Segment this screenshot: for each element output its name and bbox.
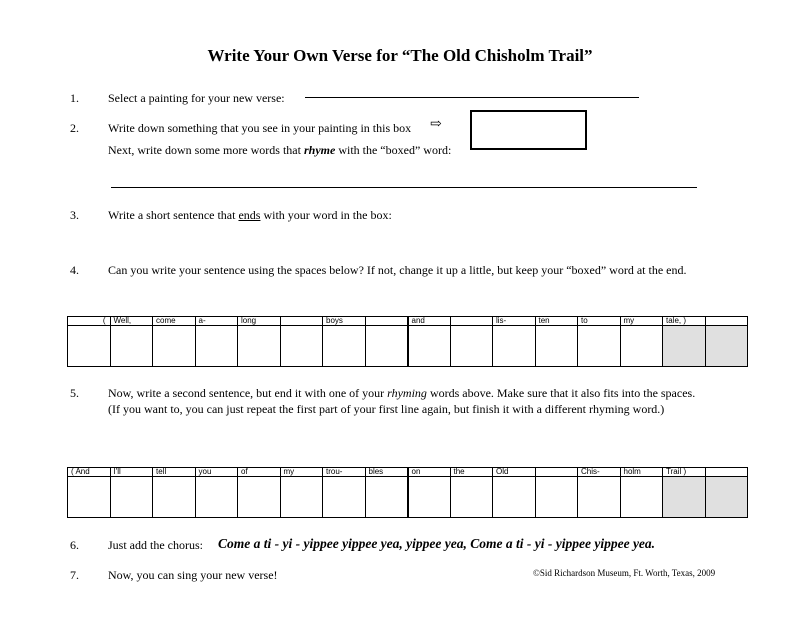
writing-cell[interactable] <box>153 477 196 518</box>
grid-cell: of <box>238 468 281 477</box>
step-2-subtext: Next, write down some more words that rhyme with the “boxed” word: <box>108 143 452 157</box>
writing-cell[interactable] <box>238 477 281 518</box>
grid-cell: to <box>578 317 621 326</box>
writing-cell[interactable] <box>408 477 451 518</box>
step-1-number: 1. <box>70 91 79 105</box>
step-3-number: 3. <box>70 208 79 222</box>
grid-cell: come <box>153 317 196 326</box>
grid-cell: on <box>408 468 451 477</box>
writing-cell[interactable] <box>238 326 281 367</box>
grid-cell <box>705 468 748 477</box>
grid-cell: the <box>450 468 493 477</box>
verse-grid-1-writing-row <box>68 326 748 367</box>
grid-cell: Chis- <box>578 468 621 477</box>
writing-cell[interactable] <box>153 326 196 367</box>
grid-cell <box>705 317 748 326</box>
grid-cell: tale, ) <box>663 317 706 326</box>
writing-cell[interactable] <box>280 477 323 518</box>
shaded-cell <box>705 326 748 367</box>
writing-cell[interactable] <box>280 326 323 367</box>
step-4-number: 4. <box>70 263 79 277</box>
writing-cell[interactable] <box>323 326 366 367</box>
grid-cell: trou- <box>323 468 366 477</box>
grid-cell: lis- <box>493 317 536 326</box>
grid-cell: ( <box>68 317 111 326</box>
page-title: Write Your Own Verse for “The Old Chisholm Trail” <box>207 46 593 65</box>
step-2-number: 2. <box>70 121 79 135</box>
writing-cell[interactable] <box>408 326 451 367</box>
grid-cell: a- <box>195 317 238 326</box>
shaded-cell <box>663 477 706 518</box>
writing-cell[interactable] <box>578 477 621 518</box>
grid-cell: ( And <box>68 468 111 477</box>
step-3-text: Write a short sentence that ends with your word in the box: <box>108 208 392 222</box>
writing-cell[interactable] <box>450 326 493 367</box>
grid-cell: holm <box>620 468 663 477</box>
writing-cell[interactable] <box>68 326 111 367</box>
writing-cell[interactable] <box>195 477 238 518</box>
verse-grid-2-labels <box>68 468 748 477</box>
step-5-subtext: (If you want to, you can just repeat the first part of your first line again, but finish it with a different rhyming word.) <box>108 402 665 416</box>
writing-cell[interactable] <box>620 326 663 367</box>
copyright-credit: ©Sid Richardson Museum, Ft. Worth, Texas, 2009 <box>533 568 716 578</box>
boxed-word-box[interactable] <box>470 110 587 150</box>
grid-cell <box>535 468 578 477</box>
writing-cell[interactable] <box>535 326 578 367</box>
verse-grid-1-labels <box>68 317 748 326</box>
grid-cell <box>450 317 493 326</box>
writing-cell[interactable] <box>578 326 621 367</box>
verse-grid-1 <box>67 316 748 367</box>
writing-cell[interactable] <box>110 477 153 518</box>
shaded-cell <box>705 477 748 518</box>
writing-cell[interactable] <box>620 477 663 518</box>
writing-cell[interactable] <box>493 326 536 367</box>
grid-cell: you <box>195 468 238 477</box>
step-7-number: 7. <box>70 568 79 582</box>
writing-cell[interactable] <box>365 477 408 518</box>
grid-cell: long <box>238 317 281 326</box>
grid-cell: ten <box>535 317 578 326</box>
painting-answer-line[interactable] <box>305 97 639 98</box>
rhyme-words-line[interactable] <box>111 187 697 188</box>
writing-cell[interactable] <box>110 326 153 367</box>
verse-grid-2 <box>67 467 748 518</box>
writing-cell[interactable] <box>365 326 408 367</box>
grid-cell: I'll <box>110 468 153 477</box>
step-5-text: Now, write a second sentence, but end it with one of your rhyming words above. Make sure that it also fits into the spaces. <box>108 386 696 400</box>
grid-cell: and <box>408 317 451 326</box>
step-2-text: Write down something that you see in your painting in this box <box>108 121 412 135</box>
arrow-right-icon: ⇨ <box>430 117 442 132</box>
chorus-lyrics: Come a ti - yi - yippee yippee yea, yippee yea, Come a ti - yi - yippee yippee yea. <box>218 536 656 551</box>
grid-cell <box>365 317 408 326</box>
grid-cell: bles <box>365 468 408 477</box>
writing-cell[interactable] <box>493 477 536 518</box>
grid-cell <box>280 317 323 326</box>
writing-cell[interactable] <box>68 477 111 518</box>
grid-cell: Trail ) <box>663 468 706 477</box>
writing-cell[interactable] <box>450 477 493 518</box>
grid-cell: Old <box>493 468 536 477</box>
writing-cell[interactable] <box>535 477 578 518</box>
grid-cell: Well, <box>110 317 153 326</box>
writing-cell[interactable] <box>195 326 238 367</box>
verse-grid-2-writing-row <box>68 477 748 518</box>
grid-cell: boys <box>323 317 366 326</box>
step-7-text: Now, you can sing your new verse! <box>108 568 278 582</box>
step-4-text: Can you write your sentence using the spaces below? If not, change it up a little, but keep your “boxed” word at the end. <box>108 263 687 277</box>
writing-cell[interactable] <box>323 477 366 518</box>
shaded-cell <box>663 326 706 367</box>
grid-cell: tell <box>153 468 196 477</box>
grid-cell: my <box>620 317 663 326</box>
grid-cell: my <box>280 468 323 477</box>
step-5-number: 5. <box>70 386 79 400</box>
step-6-text: Just add the chorus: <box>108 538 203 552</box>
step-1-text: Select a painting for your new verse: <box>108 91 285 105</box>
step-6-number: 6. <box>70 538 79 552</box>
